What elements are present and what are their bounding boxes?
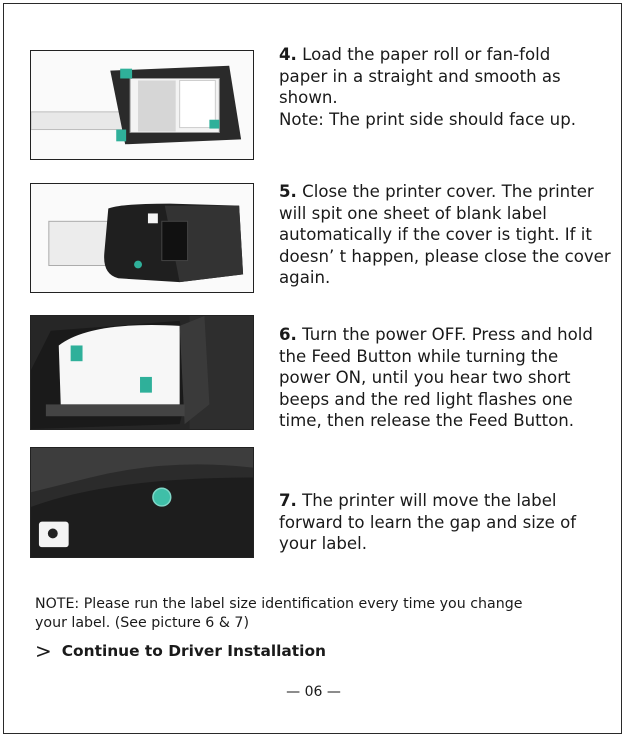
step-6-line: power ON, until you hear two short [279,368,571,388]
step-5-line: Close the printer cover. The printer [302,182,594,201]
step-6-number: 6. [279,325,297,344]
step-7-line: The printer will move the label [302,491,557,510]
step-7-text [279,490,614,555]
step-4-line: paper in a straight and smooth as [279,66,561,86]
step-6-text [279,324,614,432]
step-7-number: 7. [279,491,297,510]
note-line: NOTE: Please run the label size identification every time you change [35,596,523,612]
step-5-line: again. [279,268,331,288]
step-7-line: forward to learn the gap and size of [279,512,577,532]
chevron-right-icon: > [35,639,52,663]
step-5-number: 5. [279,182,297,201]
step-4-photo [30,50,254,160]
step-6-photo [30,315,254,430]
page-dash-right: — [322,684,341,700]
note-line: your label. (See picture 6 & 7) [35,615,249,631]
step-5-photo [30,183,254,293]
step-5-line: automatically if the cover is tight. If it [279,225,592,245]
step-4-text [279,44,614,130]
continue-label: Continue to Driver Installation [61,642,326,660]
step-5-line: doesn’ t happen, please close the cover [279,246,611,266]
step-6-line: beeps and the red light flashes one [279,389,573,409]
step-4-number: 4. [279,45,297,64]
page-number [0,684,627,700]
step-4-line: Note: The print side should face up. [279,109,577,129]
step-6-line: Turn the power OFF. Press and hold [302,325,593,344]
step-7-line: your label. [279,534,367,554]
step-4-line: Load the paper roll or fan-fold [302,45,551,64]
page-dash-left: — [286,684,305,700]
step-5-line: will spit one sheet of blank label [279,203,547,223]
step-5-text [279,181,614,289]
step-4-line: shown. [279,88,338,108]
step-6-line: the Feed Button while turning the [279,346,559,366]
step-6-line: time, then release the Feed Button. [279,411,575,431]
page-number-value: 06 [304,684,323,700]
continue-link[interactable] [35,641,326,661]
note-text [35,595,522,633]
step-7-photo [30,447,254,558]
